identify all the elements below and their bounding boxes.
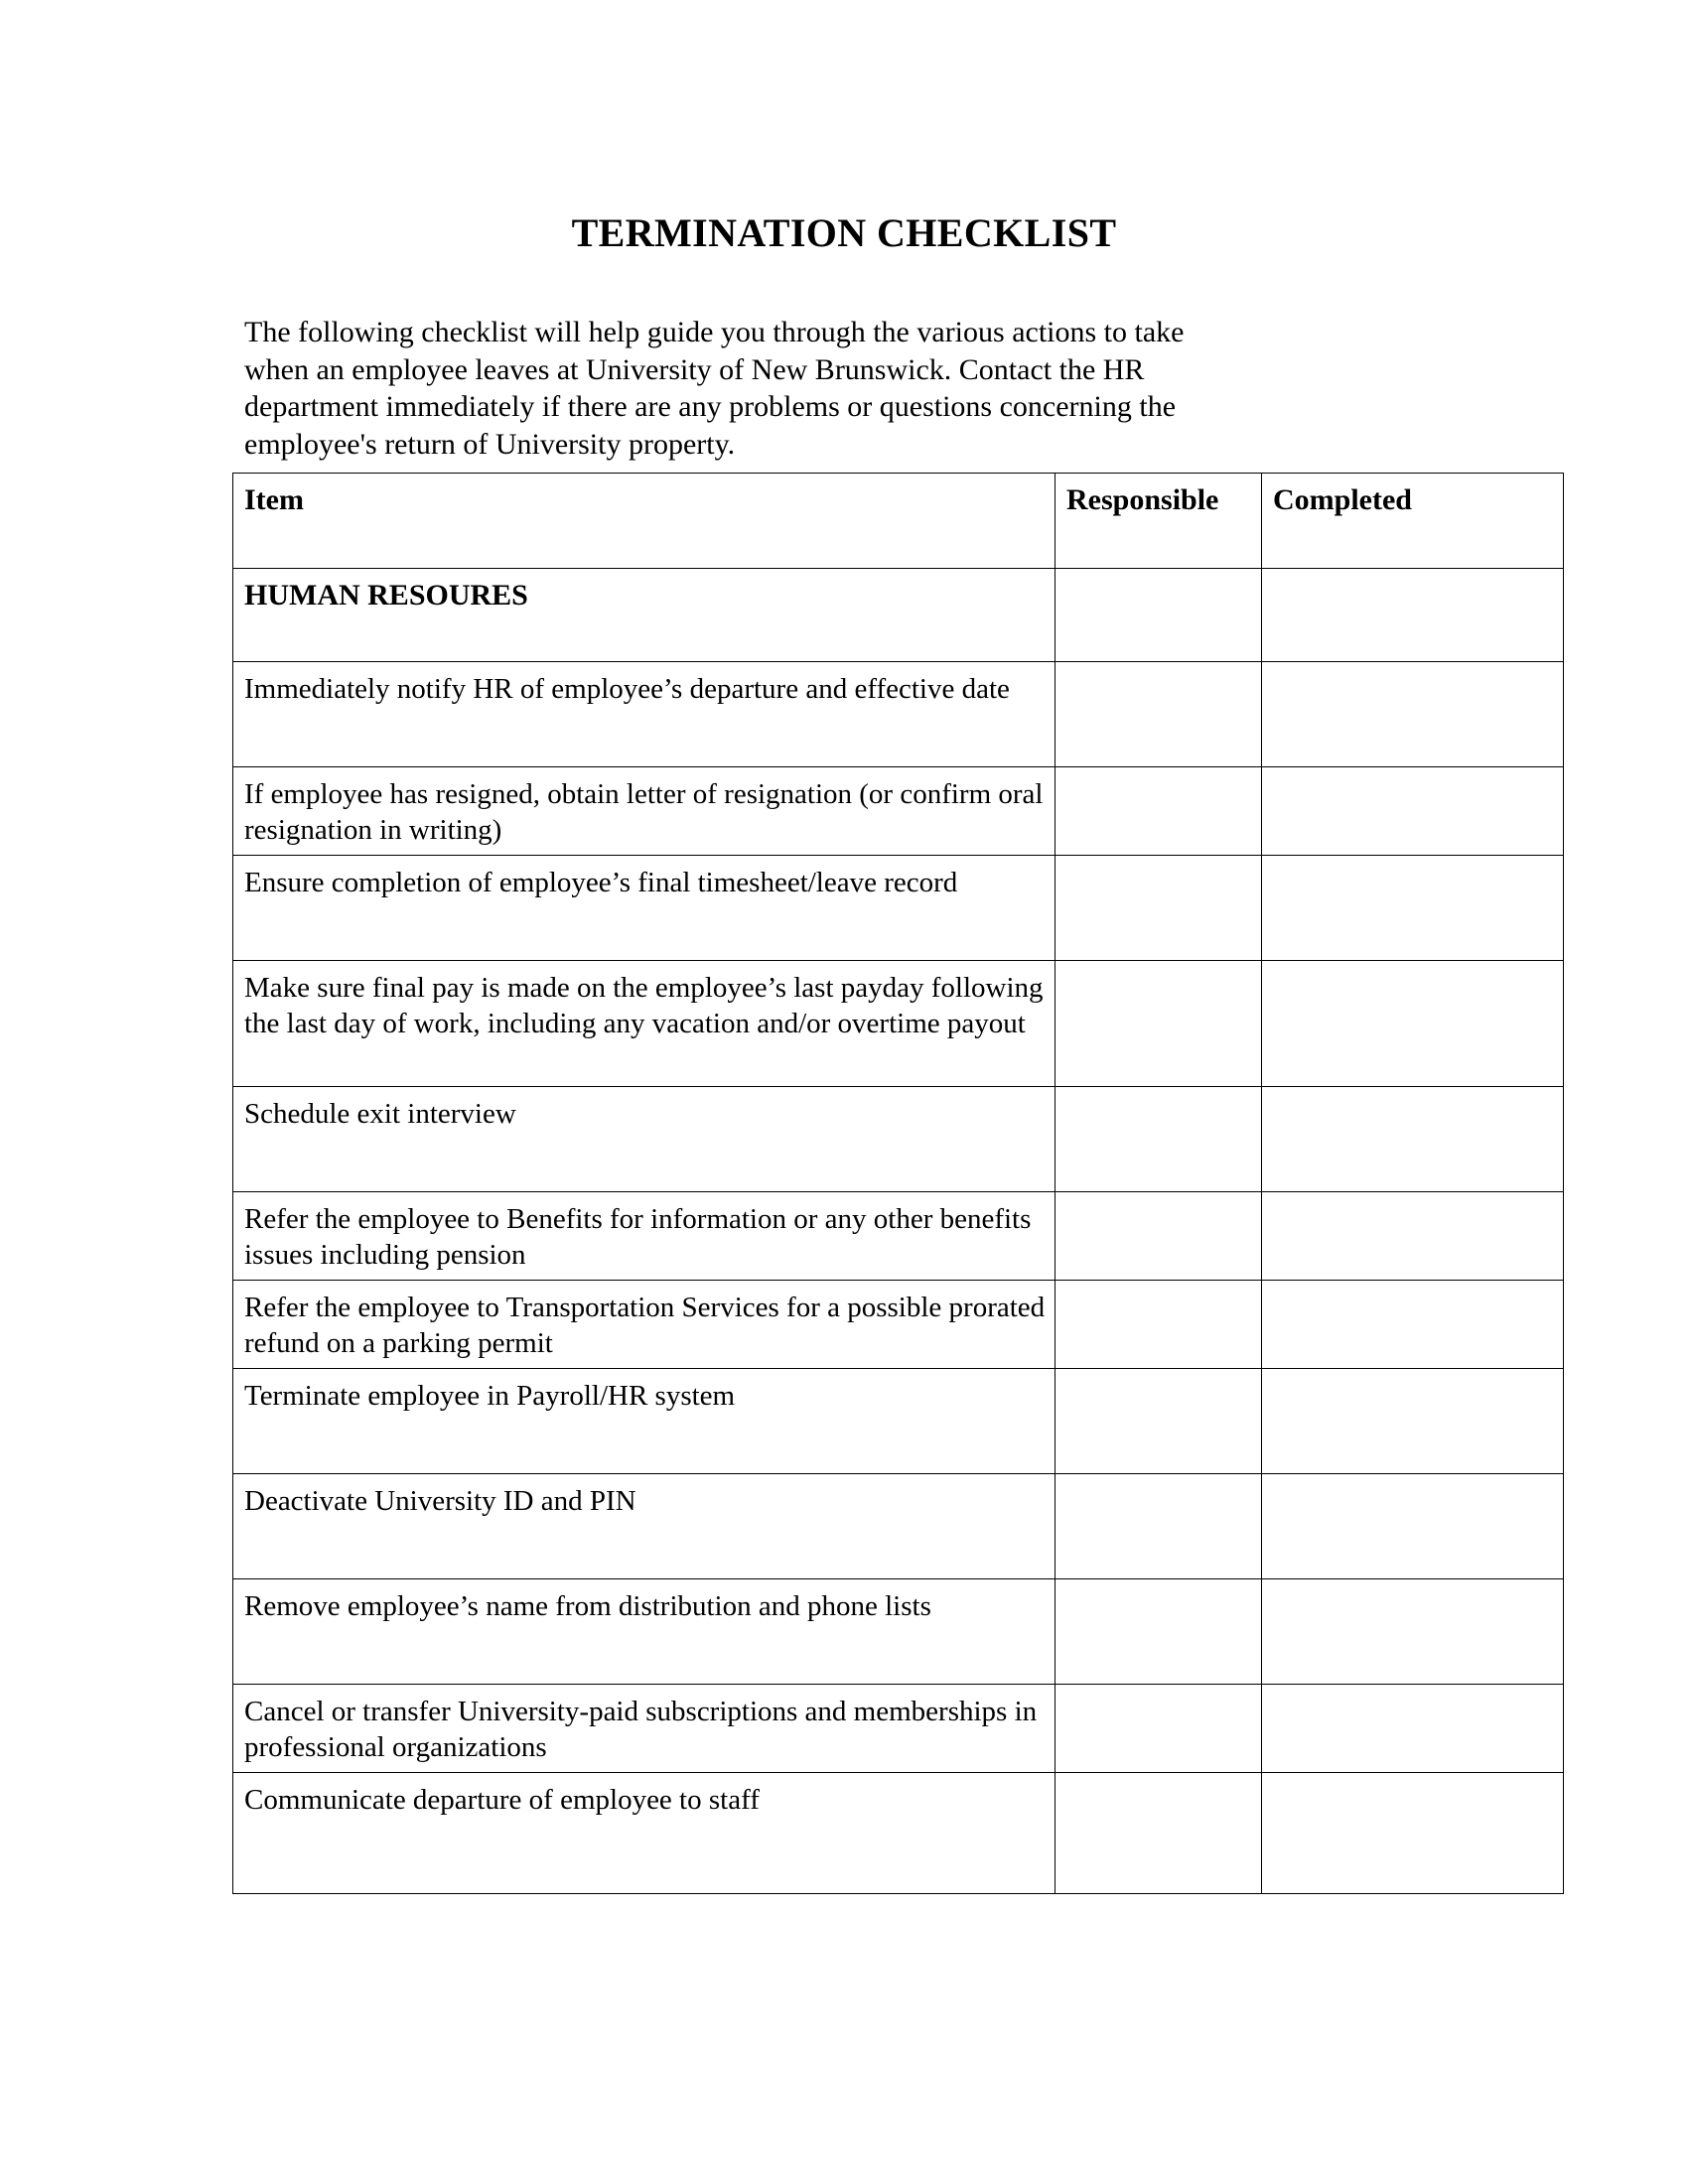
completed-cell[interactable]	[1262, 1773, 1564, 1894]
section-label: HUMAN RESOURES	[233, 569, 1055, 662]
completed-cell[interactable]	[1262, 961, 1564, 1087]
responsible-cell[interactable]	[1055, 1474, 1262, 1579]
completed-cell[interactable]	[1262, 569, 1564, 662]
completed-cell[interactable]	[1262, 662, 1564, 767]
responsible-cell[interactable]	[1055, 662, 1262, 767]
intro-paragraph: The following checklist will help guide you through the various actions to take when an employee leaves at University of New Brunswick. Contact the HR department immediately if there are any problems or questions concerning the employee's return of University property.	[244, 316, 1185, 461]
completed-cell[interactable]	[1262, 1474, 1564, 1579]
table-header	[233, 474, 1564, 569]
checklist-item-label: Make sure final pay is made on the employee’s last payday following the last day of work, including any vacation and/or overtime payout	[233, 961, 1055, 1087]
checklist-item-label: Terminate employee in Payroll/HR system	[233, 1369, 1055, 1474]
responsible-cell[interactable]	[1055, 1281, 1262, 1369]
table-row	[233, 1087, 1564, 1192]
completed-cell[interactable]	[1262, 1192, 1564, 1281]
completed-cell[interactable]	[1262, 1087, 1564, 1192]
completed-cell[interactable]	[1262, 767, 1564, 856]
table-row	[233, 1474, 1564, 1579]
checklist-item-label: Cancel or transfer University-paid subscriptions and memberships in professional organizations	[233, 1685, 1055, 1773]
responsible-cell[interactable]	[1055, 767, 1262, 856]
checklist-item-label: Ensure completion of employee’s final timesheet/leave record	[233, 856, 1055, 961]
table-row	[233, 1579, 1564, 1685]
checklist-item-label: Remove employee’s name from distribution and phone lists	[233, 1579, 1055, 1685]
page-title: TERMINATION CHECKLIST	[571, 209, 1117, 255]
responsible-cell[interactable]	[1055, 1685, 1262, 1773]
responsible-cell[interactable]	[1055, 1579, 1262, 1685]
table-row	[233, 1192, 1564, 1281]
checklist-item-label: If employee has resigned, obtain letter of resignation (or confirm oral resignation in writing)	[233, 767, 1055, 856]
table-header-row	[233, 474, 1564, 569]
responsible-cell[interactable]	[1055, 1773, 1262, 1894]
completed-cell[interactable]	[1262, 1685, 1564, 1773]
table-row	[233, 1685, 1564, 1773]
completed-cell[interactable]	[1262, 1579, 1564, 1685]
table-row	[233, 767, 1564, 856]
checklist-item-label: Refer the employee to Transportation Services for a possible prorated refund on a parking permit	[233, 1281, 1055, 1369]
completed-cell[interactable]	[1262, 1369, 1564, 1474]
completed-cell[interactable]	[1262, 856, 1564, 961]
checklist-item-label: Immediately notify HR of employee’s departure and effective date	[233, 662, 1055, 767]
table-row	[233, 662, 1564, 767]
checklist-item-label: Deactivate University ID and PIN	[233, 1474, 1055, 1579]
responsible-cell[interactable]	[1055, 961, 1262, 1087]
table-row	[233, 1369, 1564, 1474]
checklist-item-label: Refer the employee to Benefits for information or any other benefits issues including pension	[233, 1192, 1055, 1281]
responsible-cell[interactable]	[1055, 569, 1262, 662]
responsible-cell[interactable]	[1055, 856, 1262, 961]
column-header-item: Item	[233, 474, 1055, 569]
column-header-completed: Completed	[1262, 474, 1564, 569]
checklist-item-label: Schedule exit interview	[233, 1087, 1055, 1192]
table-row	[233, 1281, 1564, 1369]
completed-cell[interactable]	[1262, 1281, 1564, 1369]
responsible-cell[interactable]	[1055, 1192, 1262, 1281]
table-row	[233, 856, 1564, 961]
responsible-cell[interactable]	[1055, 1087, 1262, 1192]
table-body	[233, 569, 1564, 1894]
table-row	[233, 961, 1564, 1087]
table-section-row	[233, 569, 1564, 662]
checklist-item-label: Communicate departure of employee to staff	[233, 1773, 1055, 1894]
termination-checklist-table	[232, 473, 1564, 1894]
column-header-responsible: Responsible	[1055, 474, 1262, 569]
responsible-cell[interactable]	[1055, 1369, 1262, 1474]
table-row	[233, 1773, 1564, 1894]
